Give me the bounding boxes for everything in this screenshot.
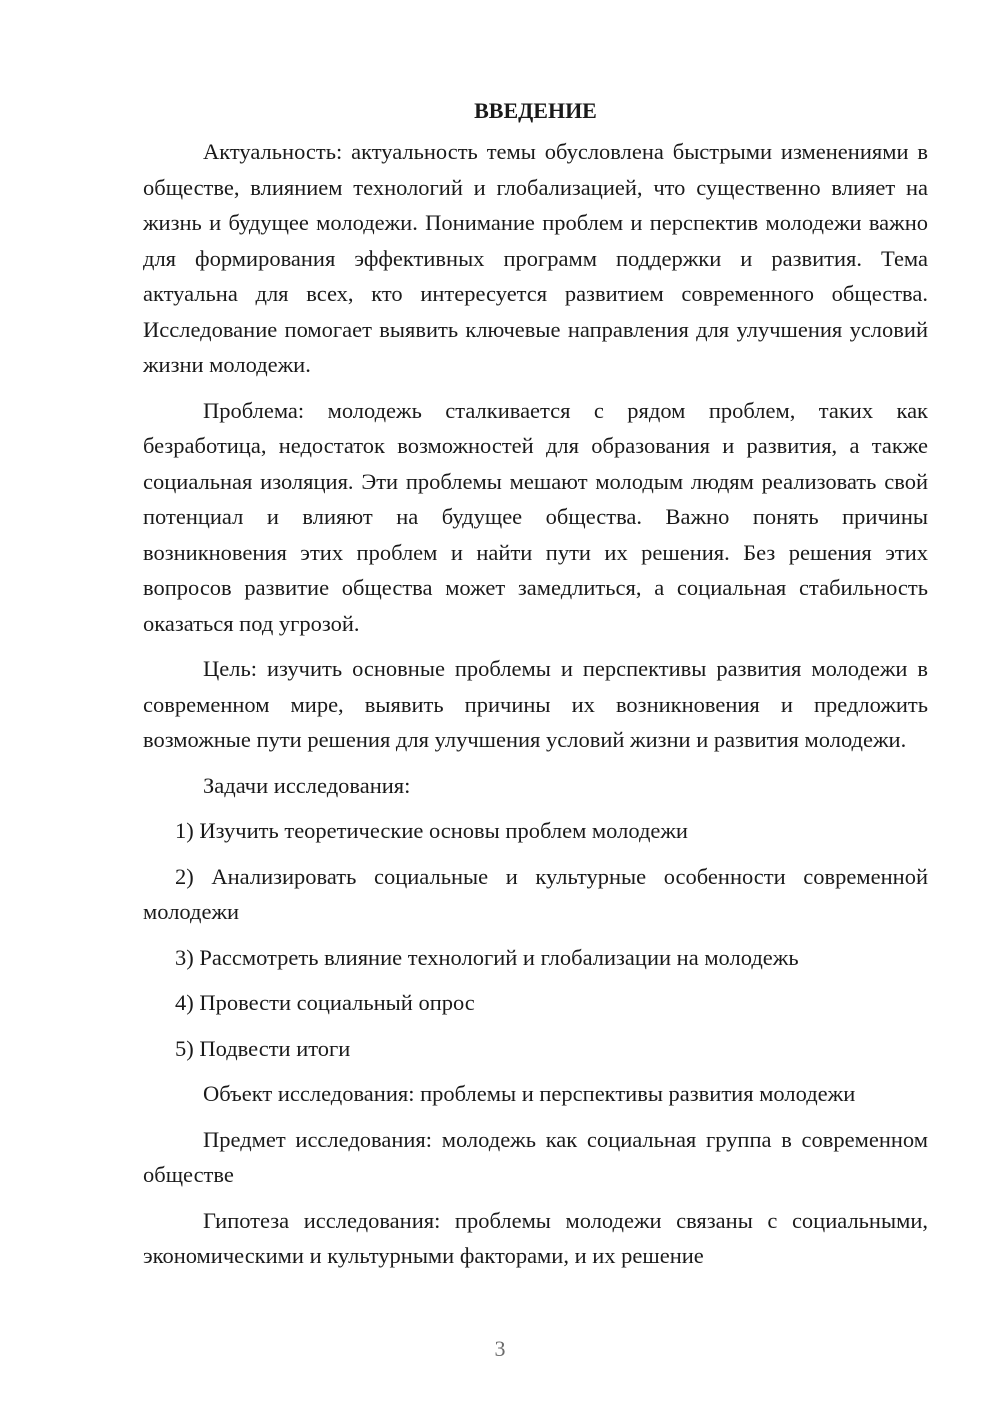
task-item: 3) Рассмотреть влияние технологий и глобализации на молодежь xyxy=(175,944,799,970)
page-title: ВВЕДЕНИЕ xyxy=(474,98,597,123)
tasks-title: Задачи исследования: xyxy=(203,772,411,798)
paragraph-hypothesis: Гипотеза исследования: проблемы молодежи связаны с социальными, экономическими и культурными факторами, и их решение xyxy=(143,1207,928,1268)
task-item: 5) Подвести итоги xyxy=(175,1035,351,1061)
paragraph-object: Объект исследования: проблемы и перспективы развития молодежи xyxy=(203,1081,856,1106)
page-number: 3 xyxy=(494,1336,506,1361)
paragraph-problem: Проблема: молодежь сталкивается с рядом проблем, таких как безработица, недостаток возможностей для образования и развития, а также социальная изоляция. Эти проблемы мешают молодым людям реализовать свой потенциал и влияют на будущее общества. Важно понять причины возникновения этих проблем и найти пути их решения. Без решения этих вопросов развитие общества может замедлиться, а социальная стабильность оказаться под угрозой. xyxy=(143,397,928,636)
paragraph-goal: Цель: изучить основные проблемы и перспективы развития молодежи в современном мире, выявить причины их возникновения и предложить возможные пути решения для улучшения условий жизни и развития молодежи. xyxy=(143,656,928,752)
paragraph-subject: Предмет исследования: молодежь как социальная группа в современном обществе xyxy=(143,1126,928,1187)
task-item: 4) Провести социальный опрос xyxy=(175,990,475,1015)
task-item: 2) Анализировать социальные и культурные особенности современной молодежи xyxy=(143,863,928,924)
task-item: 1) Изучить теоретические основы проблем молодежи xyxy=(175,818,688,843)
page-content xyxy=(143,96,928,1284)
paragraph-relevance: Актуальность: актуальность темы обусловлена быстрыми изменениями в обществе, влиянием технологий и глобализацией, что существенно влияет на жизнь и будущее молодежи. Понимание проблем и перспектив молодежи важно для формирования эффективных программ поддержки и развития. Тема актуальна для всех, кто интересуется развитием современного общества. Исследование помогает выявить ключевые направления для улучшения условий жизни молодежи. xyxy=(143,139,928,377)
